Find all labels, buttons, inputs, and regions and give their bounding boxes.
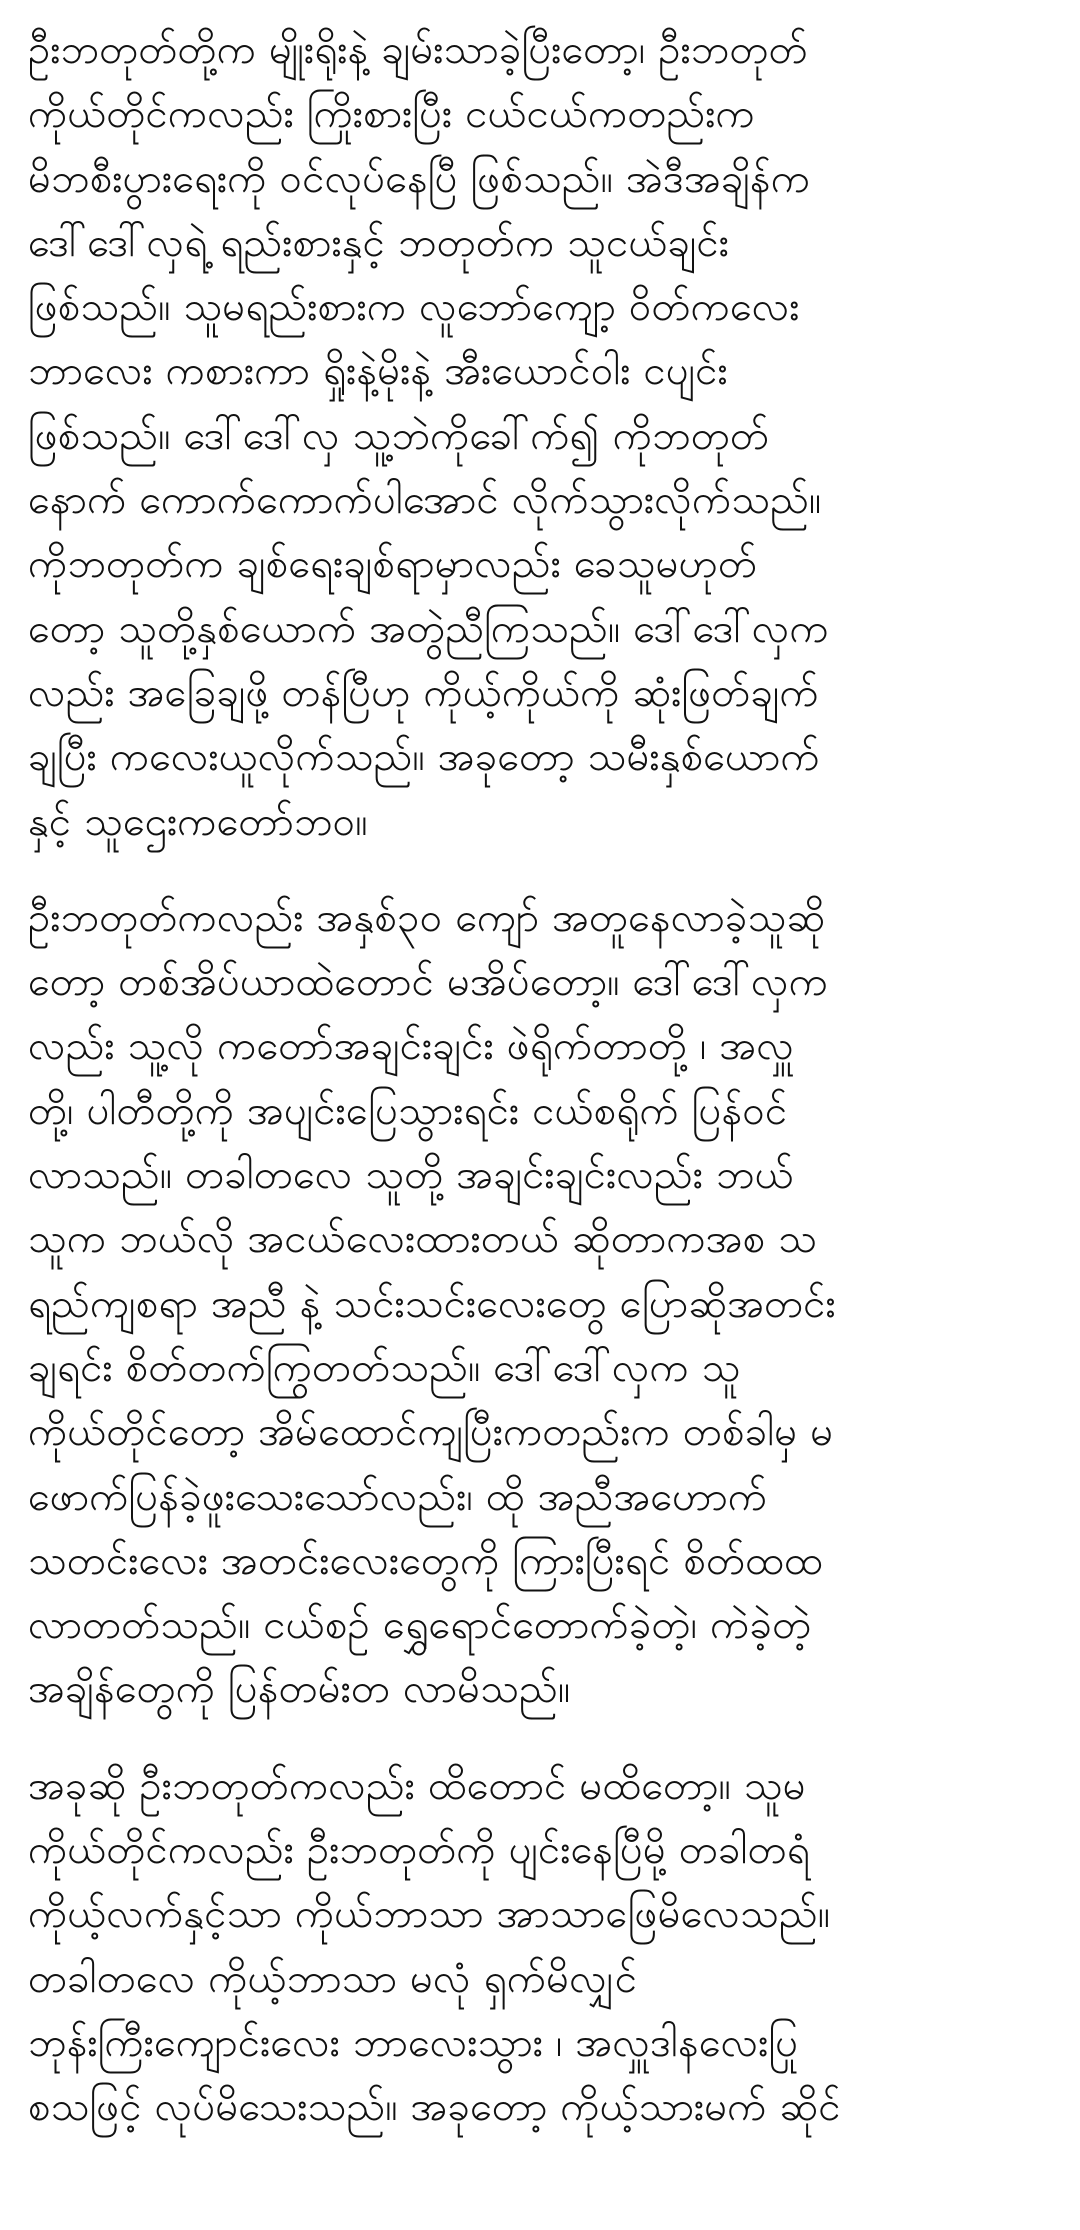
text-line: တော့ သူတို့နှစ်ယောက် အတွဲညီကြသည်။ ဒေါ်ဒေါ်လှက	[28, 605, 829, 652]
text-line: ဖြစ်သည်။ သူမရည်းစားက လူဘော်ကျော့ ဝိတ်ကလေး	[28, 284, 800, 331]
text-line: ချရင်း စိတ်တက်ကြွတတ်သည်။ ဒေါ်ဒေါ်လှက သူ	[28, 1344, 741, 1391]
text-line: တို့၊ ပါတီတို့ကို အပျင်းပြေသွားရင်း ငယ်စရိုက် ပြန်ဝင်	[28, 1087, 788, 1134]
text-line: ဦးဘတုတ်တို့က မျိုးရိုးနဲ့ ချမ်းသာခဲ့ပြီးတော့၊ ဦးဘတုတ်	[28, 27, 808, 73]
text-line: အခုဆို ဦးဘတုတ်ကလည်း ထိတောင် မထိတော့။ သူမ	[28, 1762, 806, 1809]
paragraph-2	[28, 886, 1052, 1722]
text-line: ဖောက်ပြန်ခဲ့ဖူးသေးသော်လည်း၊ ထို အညီအဟောက်	[28, 1473, 768, 1520]
paragraph-1	[28, 18, 1052, 854]
text-line: ကိုယ့်လက်နှင့်သာ ကိုယ်ဘာသာ အာသာဖြေမိလေသည်။	[28, 1891, 831, 1938]
paragraph-3	[28, 1754, 1052, 2140]
text-line: ကိုယ်တိုင်ကလည်း ကြိုးစားပြီး ငယ်ငယ်ကတည်းက	[28, 91, 755, 138]
text-line: သူက ဘယ်လို အငယ်လေးထားတယ် ဆိုတာကအစ သ	[28, 1216, 818, 1263]
text-line: ကိုယ်တိုင်တော့ အိမ်ထောင်ကျပြီးကတည်းက တစ်ခါမှ မ	[28, 1409, 834, 1456]
text-line: လာတတ်သည်။ ငယ်စဉ် ရွှေရောင်တောက်ခဲ့တဲ့၊ ကဲခဲ့တဲ့	[28, 1602, 812, 1649]
text-line: လည်း သူ့လို ကတော်အချင်းချင်း ဖဲရိုက်တာတို့ ၊ အလှူ	[28, 1023, 795, 1070]
text-line: စသဖြင့် လုပ်မိသေးသည်။ အခုတော့ ကိုယ့်သားမက် ဆိုင်	[28, 2084, 841, 2131]
text-line: အချိန်တွေကို ပြန်တမ်းတ လာမိသည်။	[28, 1666, 571, 1713]
text-line: ဘုန်းကြီးကျောင်းလေး ဘာလေးသွား ၊ အလှူဒါနလေးပြု	[28, 2019, 799, 2066]
text-line: လည်း အခြေချဖို့ တန်ပြီဟု ကိုယ့်ကိုယ်ကို ဆုံးဖြတ်ချက်	[28, 669, 819, 716]
text-line: ဘာလေး ကစားကာ ရှိုးနဲ့မိုးနဲ့ အီးယောင်ဝါး ငပျင်း	[28, 348, 728, 395]
text-line: ကိုဘတုတ်က ချစ်ရေးချစ်ရာမှာလည်း ခေသူမဟုတ်	[28, 541, 758, 588]
text-line: တော့ တစ်အိပ်ယာထဲတောင် မအိပ်တော့။ ဒေါ်ဒေါ်လှက	[28, 959, 829, 1006]
text-line: သတင်းလေး အတင်းလေးတွေကို ကြားပြီးရင် စိတ်ထထ	[28, 1537, 823, 1584]
text-line: နှင့် သူဌေးကတော်ဘဝ။	[28, 798, 368, 845]
text-line: ရည်ကျစရာ အညီ နဲ့ သင်းသင်းလေးတွေ ပြောဆိုအတင်း	[28, 1280, 836, 1327]
text-line: နောက် ကောက်ကောက်ပါအောင် လိုက်သွားလိုက်သည်။	[28, 477, 822, 524]
text-line: လာသည်။ တခါတလေ သူတို့ အချင်းချင်းလည်း ဘယ်	[28, 1152, 794, 1199]
text-line: တခါတလေ ကိုယ့်ဘာသာ မလုံ ရှက်မိလျှင်	[28, 1955, 638, 2002]
text-line: ကိုယ်တိုင်ကလည်း ဦးဘတုတ်ကို ပျင်းနေပြီမို့ တခါတရံ	[28, 1827, 810, 1874]
text-line: ဖြစ်သည်။ ဒေါ်ဒေါ်လှ သူ့ဘဲကိုခေါ်က်၍ ကိုဘတုတ်	[28, 412, 770, 459]
text-line: ချပြီး ကလေးယူလိုက်သည်။ အခုတော့ သမီးနှစ်ယောက်	[28, 734, 820, 781]
text-line: မိဘစီးပွားရေးကို ဝင်လုပ်နေပြီ ဖြစ်သည်။ အဲဒီအချိန်က	[28, 155, 811, 202]
text-line: ဦးဘတုတ်ကလည်း အနှစ်၃၀ ကျော် အတူနေလာခဲ့သူဆို	[28, 894, 826, 941]
text-line: ဒေါ်ဒေါ်လှရဲ့ ရည်းစားနှင့် ဘတုတ်က သူငယ်ချင်း	[28, 219, 730, 266]
